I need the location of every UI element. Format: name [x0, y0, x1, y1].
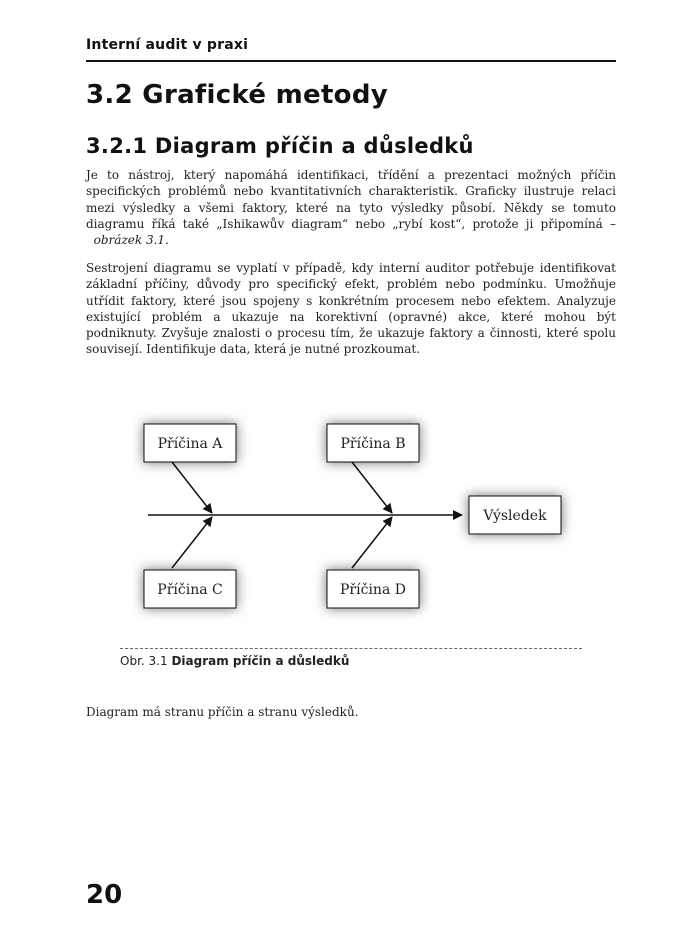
paragraph-summary: Diagram má stranu příčin a stranu výsledků.	[86, 705, 359, 719]
box-cause-a	[144, 424, 236, 462]
bone-cause-d	[352, 517, 392, 568]
label-result: Výsledek	[483, 508, 547, 524]
box-cause-c	[144, 570, 236, 608]
label-cause-d: Příčina D	[340, 582, 406, 598]
header-rule	[86, 60, 616, 62]
page-number: 20	[86, 880, 123, 910]
paragraph-intro-text: Je to nástroj, který napomáhá identifikaci, třídění a prezentaci možných příčin specifických problémů nebo kvantitativních charakteristik. Graficky ilustruje relaci mezi výsledky a všemi faktory, které na tyto výsledky působí. Někdy se tomuto diagramu říká také „Ishikawův diagram“ nebo „rybí kost“, protože ji připomíná –	[86, 168, 616, 231]
box-cause-d	[327, 570, 419, 608]
box-result	[469, 496, 561, 534]
paragraph-intro	[86, 167, 616, 248]
box-cause-b	[327, 424, 419, 462]
caption-rule	[120, 648, 582, 649]
caption-label: Obr. 3.1	[120, 654, 168, 668]
section-title: 3.2 Grafické metody	[86, 80, 389, 110]
label-cause-c: Příčina C	[157, 582, 223, 598]
fishbone-diagram	[100, 400, 600, 640]
label-cause-a: Příčina A	[157, 436, 223, 452]
caption-title: Diagram příčin a důsledků	[171, 654, 350, 668]
bone-cause-a	[172, 462, 212, 513]
subsection-title: 3.2.1 Diagram příčin a důsledků	[86, 134, 474, 158]
running-header: Interní audit v praxi	[86, 37, 249, 53]
bone-cause-c	[172, 517, 212, 568]
paragraph-usage: Sestrojení diagramu se vyplatí v případě, kdy interní auditor potřebuje identifikovat základní příčiny, důvody pro specifický efekt, problém nebo podmínku. Umožňuje utřídit faktory, které jsou spojeny s konkrétním procesem nebo efektem. Analyzuje existující problém a ukazuje na korektivní (opravné) akce, které mohou být podniknuty. Zvyšuje znalosti o procesu tím, že ukazuje faktory a činnosti, které spolu souvisejí. Identifikuje data, která je nutné prozkoumat.	[86, 261, 616, 357]
figure-reference: obrázek 3.1.	[93, 233, 169, 248]
bone-cause-b	[352, 462, 392, 513]
label-cause-b: Příčina B	[340, 436, 406, 452]
figure-caption	[120, 654, 349, 668]
